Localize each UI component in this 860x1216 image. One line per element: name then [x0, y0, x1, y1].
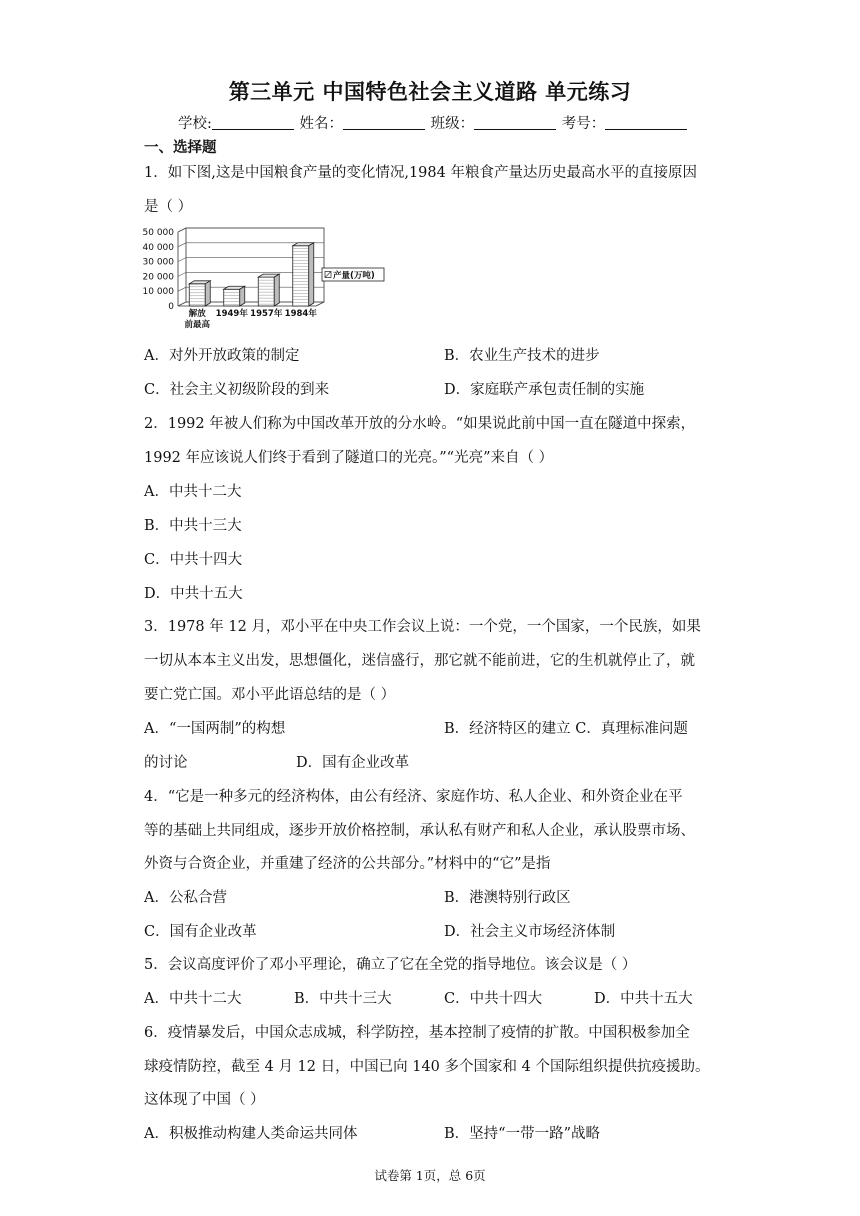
chart-gridline-side	[178, 272, 186, 276]
chart-bars	[189, 243, 314, 306]
chart-y-tick-label: 40 000	[142, 242, 174, 253]
q3-stem-line3: 要亡党亡国。邓小平此语总结的是（ ）	[144, 687, 396, 703]
section-title: 一、选择题	[144, 140, 217, 156]
q2-option-a[interactable]: A．中共十二大	[144, 484, 242, 500]
q5-option-b[interactable]: B．中共十三大	[294, 991, 392, 1007]
q1-option-b[interactable]: B．农业生产技术的进步	[444, 348, 600, 364]
q3-stem-line1: 3．1978 年 12 月，邓小平在中央工作会议上说：一个党，一个国家，一个民族，如果	[144, 619, 701, 635]
q6-stem-line2: 球疫情防控，截至 4 月 12 日，中国已向 140 多个国家和 4 个国际组织提供抗疫援助。	[144, 1059, 710, 1075]
chart-bar-front	[224, 289, 240, 306]
chart-gridline-side	[178, 258, 186, 262]
chart-x-tick-label: 1957年	[250, 309, 283, 319]
chart-y-tick-label: 30 000	[142, 257, 174, 268]
q3-option-c-continued: 的讨论	[144, 755, 188, 771]
chart-bar-side	[274, 274, 279, 306]
q4-option-c[interactable]: C．国有企业改革	[144, 924, 257, 940]
school-label: 学校:	[178, 116, 212, 132]
chart-gridline-side	[178, 302, 186, 306]
q5-option-a[interactable]: A．中共十二大	[144, 991, 242, 1007]
q6-option-a[interactable]: A．积极推动构建人类命运共同体	[144, 1126, 358, 1142]
q2-option-c[interactable]: C．中共十四大	[144, 552, 243, 568]
exam-number-blank[interactable]	[605, 115, 687, 130]
exam-number-label: 考号：	[561, 116, 606, 132]
q2-stem-line1: 2．1992 年被人们称为中国改革开放的分水岭。“如果说此前中国一直在隧道中探索，	[144, 416, 696, 432]
name-blank[interactable]	[343, 115, 425, 130]
class-blank[interactable]	[474, 115, 556, 130]
class-label: 班级：	[430, 116, 475, 132]
chart-bar-front	[258, 277, 274, 306]
chart-x-tick-label: 前最高	[184, 320, 211, 330]
q1-stem-line1: 1．如下图,这是中国粮食产量的变化情况,1984 年粮食产量达历史最高水平的直接原因	[144, 165, 697, 181]
chart-legend-label: 产量(万吨)	[333, 271, 375, 281]
q5-option-d[interactable]: D．中共十五大	[594, 991, 693, 1007]
q2-option-d[interactable]: D．中共十五大	[144, 586, 243, 602]
q4-stem-line2: 等的基础上共同组成，逐步开放价格控制，承认私有财产和私人企业，承认股票市场、	[144, 823, 695, 839]
chart-gridline-side	[178, 228, 186, 232]
q6-stem-line3: 这体现了中国（ ）	[144, 1092, 265, 1108]
chart-x-axis	[184, 308, 317, 330]
q5-stem-line1: 5．会议高度评价了邓小平理论，确立了它在全党的指导地位。该会议是（ ）	[144, 957, 637, 973]
q6-option-b[interactable]: B．坚持“一带一路”战略	[444, 1126, 600, 1142]
chart-bar-side	[240, 286, 245, 306]
chart-gridline-side	[178, 243, 186, 247]
q3-stem-line2: 一切从本本主义出发，思想僵化，迷信盛行，那它就不能前进，它的生机就停止了，就	[144, 653, 695, 669]
q1-stem-line2: 是（ ）	[144, 199, 193, 215]
student-info-row	[178, 112, 688, 133]
q2-stem-line2: 1992 年应该说人们终于看到了隧道口的光亮。”“光亮”来自（ ）	[144, 450, 554, 466]
q4-option-b[interactable]: B．港澳特别行政区	[444, 890, 571, 906]
chart-y-axis	[143, 228, 175, 312]
q1-option-d[interactable]: D．家庭联产承包责任制的实施	[444, 382, 645, 398]
chart-y-tick-label: 20 000	[142, 272, 174, 283]
q1-option-a[interactable]: A．对外开放政策的制定	[144, 348, 300, 364]
chart-gridline-side	[178, 287, 186, 291]
chart-y-tick-label: 10 000	[142, 287, 174, 298]
q4-stem-line1: 4．“它是一种多元的经济构体，由公有经济、家庭作坊、私人企业、和外资企业在平	[144, 789, 683, 805]
chart-x-tick-label: 解放	[188, 309, 206, 319]
q2-option-b[interactable]: B．中共十三大	[144, 518, 242, 534]
chart-y-tick-label: 50 000	[142, 228, 174, 238]
q3-option-b-c[interactable]: B．经济特区的建立 C．真理标准问题	[444, 721, 688, 737]
chart-bar	[224, 286, 245, 306]
chart-bar-side	[309, 243, 314, 306]
page-title: 第三单元 中国特色社会主义道路 单元练习	[228, 80, 632, 104]
q4-option-d[interactable]: D．社会主义市场经济体制	[444, 924, 616, 940]
chart-bar-side	[205, 281, 210, 306]
chart-y-tick-label: 0	[168, 302, 174, 312]
name-label: 姓名：	[299, 116, 343, 132]
chart-bar	[258, 274, 279, 306]
q3-option-d[interactable]: D．国有企业改革	[296, 755, 410, 771]
q4-option-a[interactable]: A．公私合营	[144, 890, 227, 906]
grain-output-chart	[140, 224, 400, 332]
q5-option-c[interactable]: C．中共十四大	[444, 991, 543, 1007]
chart-bar-front	[189, 284, 205, 306]
q4-stem-line3: 外资与合资企业，并重建了经济的公共部分。”材料中的“它”是指	[144, 856, 551, 872]
chart-floor-right-edge	[316, 302, 324, 306]
school-blank[interactable]	[212, 115, 294, 130]
chart-bar	[293, 243, 314, 306]
q6-stem-line1: 6．疫情暴发后，中国众志成城，科学防控，基本控制了疫情的扩散。中国积极参加全	[144, 1025, 690, 1041]
chart-x-tick-label: 1949年	[215, 309, 248, 319]
page-footer: 试卷第 1页，总 6页	[374, 1168, 486, 1183]
q1-option-c[interactable]: C．社会主义初级阶段的到来	[144, 382, 330, 398]
chart-x-tick-label: 1984年	[284, 309, 317, 319]
chart-legend	[322, 268, 384, 281]
chart-bar	[189, 281, 210, 306]
q3-option-a[interactable]: A．“一国两制”的构想	[144, 721, 286, 737]
